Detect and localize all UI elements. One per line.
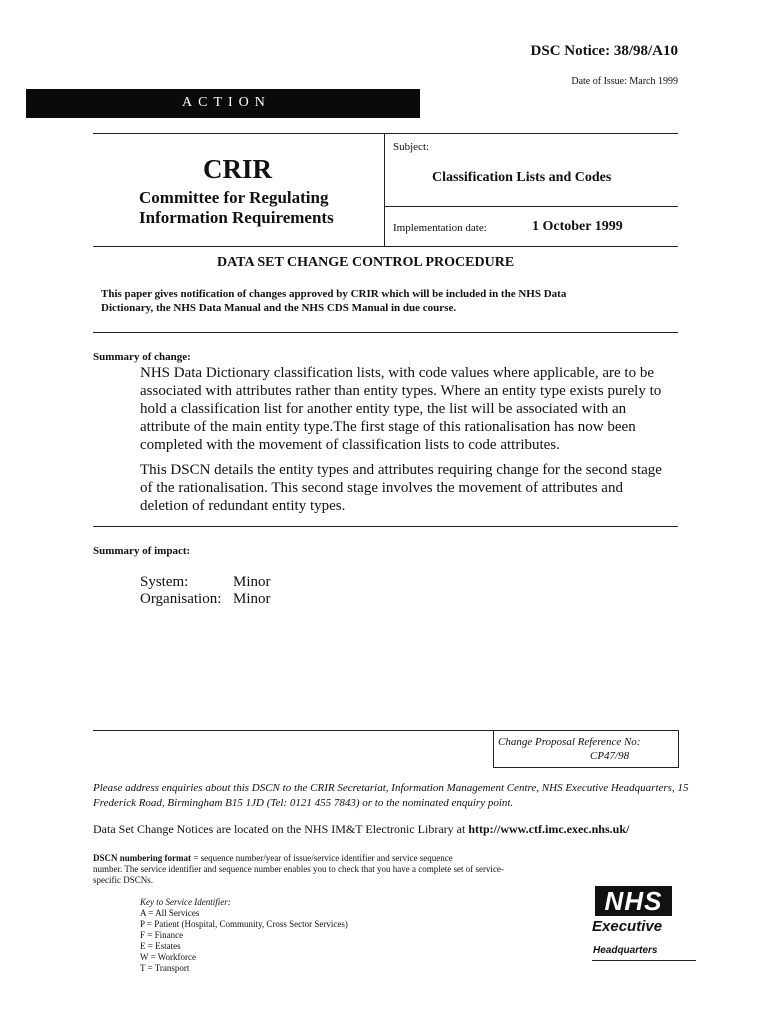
impact-organisation-value: Minor <box>233 591 271 607</box>
library-url-link[interactable]: http://www.ctf.imc.exec.nhs.uk/ <box>468 822 630 836</box>
nhs-executive-logo <box>592 886 696 966</box>
change-para2-line: of the rationalisation. This second stage involves the movement of attributes and <box>140 480 623 496</box>
numbering-format-line3: specific DSCNs. <box>93 875 153 885</box>
nhs-logo-text: NHS <box>604 886 663 916</box>
key-item: W = Workforce <box>140 952 196 962</box>
service-identifier-key <box>140 897 348 974</box>
summary-of-impact-label: Summary of impact: <box>93 545 191 557</box>
library-text: Data Set Change Notices are located on the NHS IM&T Electronic Library at <box>93 822 469 836</box>
summary-of-change-label: Summary of change: <box>93 351 191 363</box>
numbering-format-label: DSCN numbering format <box>93 853 191 863</box>
action-banner-label: ACTION <box>182 95 271 110</box>
impact-system-label: System: <box>140 574 189 590</box>
change-proposal-box <box>493 730 679 768</box>
change-para1-line: NHS Data Dictionary classification lists, with code values where applicable, are to be <box>140 365 654 381</box>
impact-organisation-label: Organisation: <box>140 591 222 607</box>
numbering-format <box>93 853 504 886</box>
top-box-bottom-rule <box>93 246 678 247</box>
change-para1-line: completed with the movement of classification lists to code attributes. <box>140 437 560 453</box>
key-item: A = All Services <box>140 908 200 918</box>
implementation-label: Implementation date: <box>393 222 487 234</box>
action-banner <box>26 89 420 118</box>
subject-bottom-rule <box>384 206 678 207</box>
change-para1-line: associated with attributes rather than entity types. Where an entity type exists purely to <box>140 383 662 399</box>
change-paragraph-2 <box>140 461 662 515</box>
numbering-format-line1: = sequence number/year of issue/service identifier and service sequence <box>191 853 453 863</box>
change-paragraph-1 <box>140 364 661 454</box>
enquiries-line1: Please address enquiries about this DSCN to the CRIR Secretariat, Information Management Centre, NHS Executive Headquarters, 15 <box>93 782 689 794</box>
notice-number: DSC Notice: 38/98/A10 <box>530 43 678 59</box>
impact-system-value: Minor <box>233 574 271 590</box>
enquiries-line2: Frederick Road, Birmingham B15 1JD (Tel: 0121 455 7843) or to the nominated enquiry point. <box>93 797 514 809</box>
nhs-logo-rule <box>592 960 696 961</box>
key-title: Key to Service Identifier: <box>140 897 231 907</box>
implementation-value: 1 October 1999 <box>532 219 623 234</box>
change-para2-line: deletion of redundant entity types. <box>140 498 346 514</box>
intro-line1: This paper gives notification of changes approved by CRIR which will be included in the NHS Data <box>101 288 567 300</box>
numbering-format-line2: number. The service identifier and sequence number enables you to check that you have a complete set of service- <box>93 864 504 874</box>
change-para1-line: hold a classification list for another entity type, the list will be associated with an <box>140 401 627 417</box>
top-box-divider <box>384 133 385 246</box>
key-item: P = Patient (Hospital, Community, Cross Sector Services) <box>140 919 348 929</box>
change-proposal-value: CP47/98 <box>590 750 630 762</box>
crir-acronym: CRIR <box>203 154 273 184</box>
key-item: E = Estates <box>140 941 181 951</box>
procedure-title: DATA SET CHANGE CONTROL PROCEDURE <box>217 255 515 270</box>
nhs-logo-headquarters: Headquarters <box>593 945 658 956</box>
date-of-issue: Date of Issue: March 1999 <box>571 76 678 87</box>
crir-name-line1: Committee for Regulating <box>139 188 329 207</box>
subject-label: Subject: <box>393 141 430 153</box>
library-note <box>93 822 629 837</box>
subject-value: Classification Lists and Codes <box>432 170 612 185</box>
top-box-top-rule <box>93 133 678 134</box>
nhs-logo-executive: Executive <box>592 918 663 935</box>
change-para2-line: This DSCN details the entity types and attributes requiring change for the second stage <box>140 462 662 478</box>
key-item: F = Finance <box>140 930 184 940</box>
change-para1-line: attribute of the main entity type.The first stage of this rationalisation has now been <box>140 419 636 435</box>
intro-bottom-rule <box>93 332 678 333</box>
change-proposal-label: Change Proposal Reference No: <box>498 736 641 748</box>
change-bottom-rule <box>93 526 678 527</box>
impact-bottom-rule <box>93 730 493 731</box>
crir-name-line2: Information Requirements <box>139 208 334 227</box>
key-item: T = Transport <box>140 963 190 973</box>
intro-line2: Dictionary, the NHS Data Manual and the NHS CDS Manual in due course. <box>101 302 457 314</box>
nhs-logo-box <box>595 886 672 916</box>
